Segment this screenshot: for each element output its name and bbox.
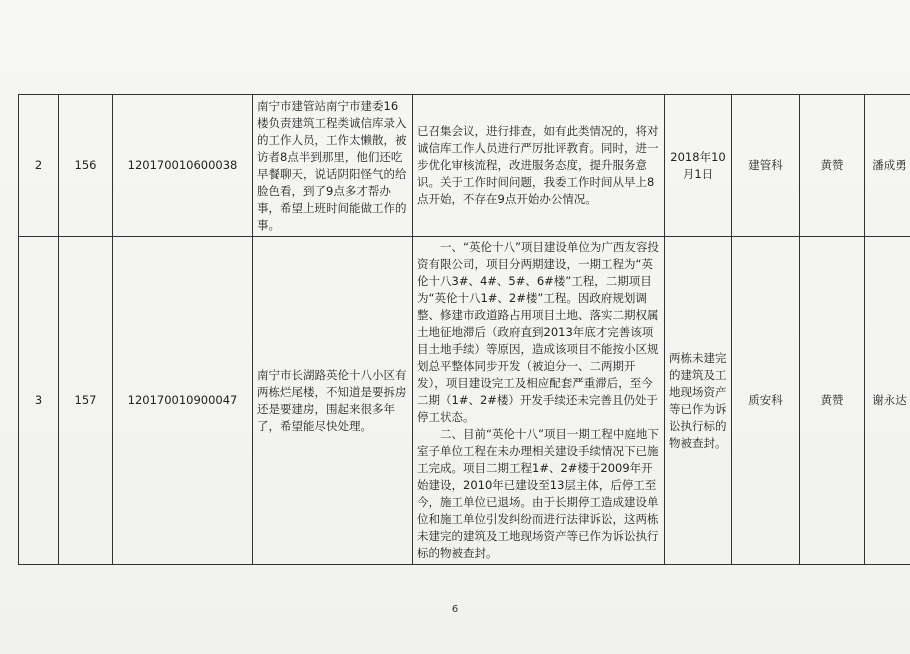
sequence-number: 157 xyxy=(59,237,113,565)
table-row xyxy=(19,237,910,565)
row-number: 3 xyxy=(19,237,59,565)
responsible-person: 潘成勇 xyxy=(865,95,910,237)
responsible-leader: 黄赞 xyxy=(800,95,865,237)
table-row xyxy=(19,95,910,237)
response-paragraph-2: 二、目前“英伦十八”项目一期工程中庭地下室子单位工程在未办理相关建设手续情况下已施工完成。项目二期工程1#、2#楼于2009年开始建设，2010年已建设至13层主体，后停工至今，施工单位已退场。由于长期停工造成建设单位和施工单位引发纠纷而进行法律诉讼，这两栋未建完的建筑及工地现场资产等已作为诉讼执行标的物被查封。 xyxy=(417,427,659,560)
row-number: 2 xyxy=(19,95,59,237)
page-number: 6 xyxy=(451,604,459,615)
responsible-leader: 黄赞 xyxy=(800,237,865,565)
response-paragraph-1: 一、“英伦十八”项目建设单位为广西友容投资有限公司，项目分两期建设，一期工程为“英伦十八3#、4#、5#、6#楼”工程，二期项目为“英伦十八1#、2#楼”工程。因政府规划调整、修建市政道路占用项目土地、落实二期权属土地征地滞后（政府直到2013年底才完善该项目土地手续）等原因，造成该项目不能按小区规划总平整体同步开发（被迫分一、二两期开发），项目建设完工及相应配套严重滞后，至今二期（1#、2#楼）开发手续还未完善且仍处于停工状态。 xyxy=(417,240,659,424)
case-code: 120170010600038 xyxy=(113,95,253,237)
responsible-department: 建管科 xyxy=(732,95,800,237)
responsible-person: 谢永达 xyxy=(865,237,910,565)
handling-response xyxy=(413,237,665,565)
case-code: 120170010900047 xyxy=(113,237,253,565)
complaint-content: 南宁市长湖路英伦十八小区有两栋烂尾楼，不知道是要拆房还是要建房，围起来很多年了，希望能尽快处理。 xyxy=(253,237,413,565)
completion-status: 2018年10月1日 xyxy=(665,95,732,237)
responsible-department: 质安科 xyxy=(732,237,800,565)
complaint-content: 南宁市建管站南宁市建委16楼负责建筑工程类诚信库录入的工作人员，工作太懒散，被访者8点半到那里，他们还吃早餐聊天，说话阴阳怪气的给脸色看，到了9点多才帮办事，希望上班时间能做工作的事。 xyxy=(253,95,413,237)
complaint-table xyxy=(18,94,910,565)
sequence-number: 156 xyxy=(59,95,113,237)
completion-status: 两栋未建完的建筑及工地现场资产等已作为诉讼执行标的物被查封。 xyxy=(665,237,732,565)
handling-response: 已召集会议，进行排查，如有此类情况的，将对诚信库工作人员进行严厉批评教育。同时，进一步优化审核流程，改进服务态度，提升服务意识。关于工作时间问题，我委工作时间从早上8点开始，不存在9点开始办公情况。 xyxy=(413,95,665,237)
